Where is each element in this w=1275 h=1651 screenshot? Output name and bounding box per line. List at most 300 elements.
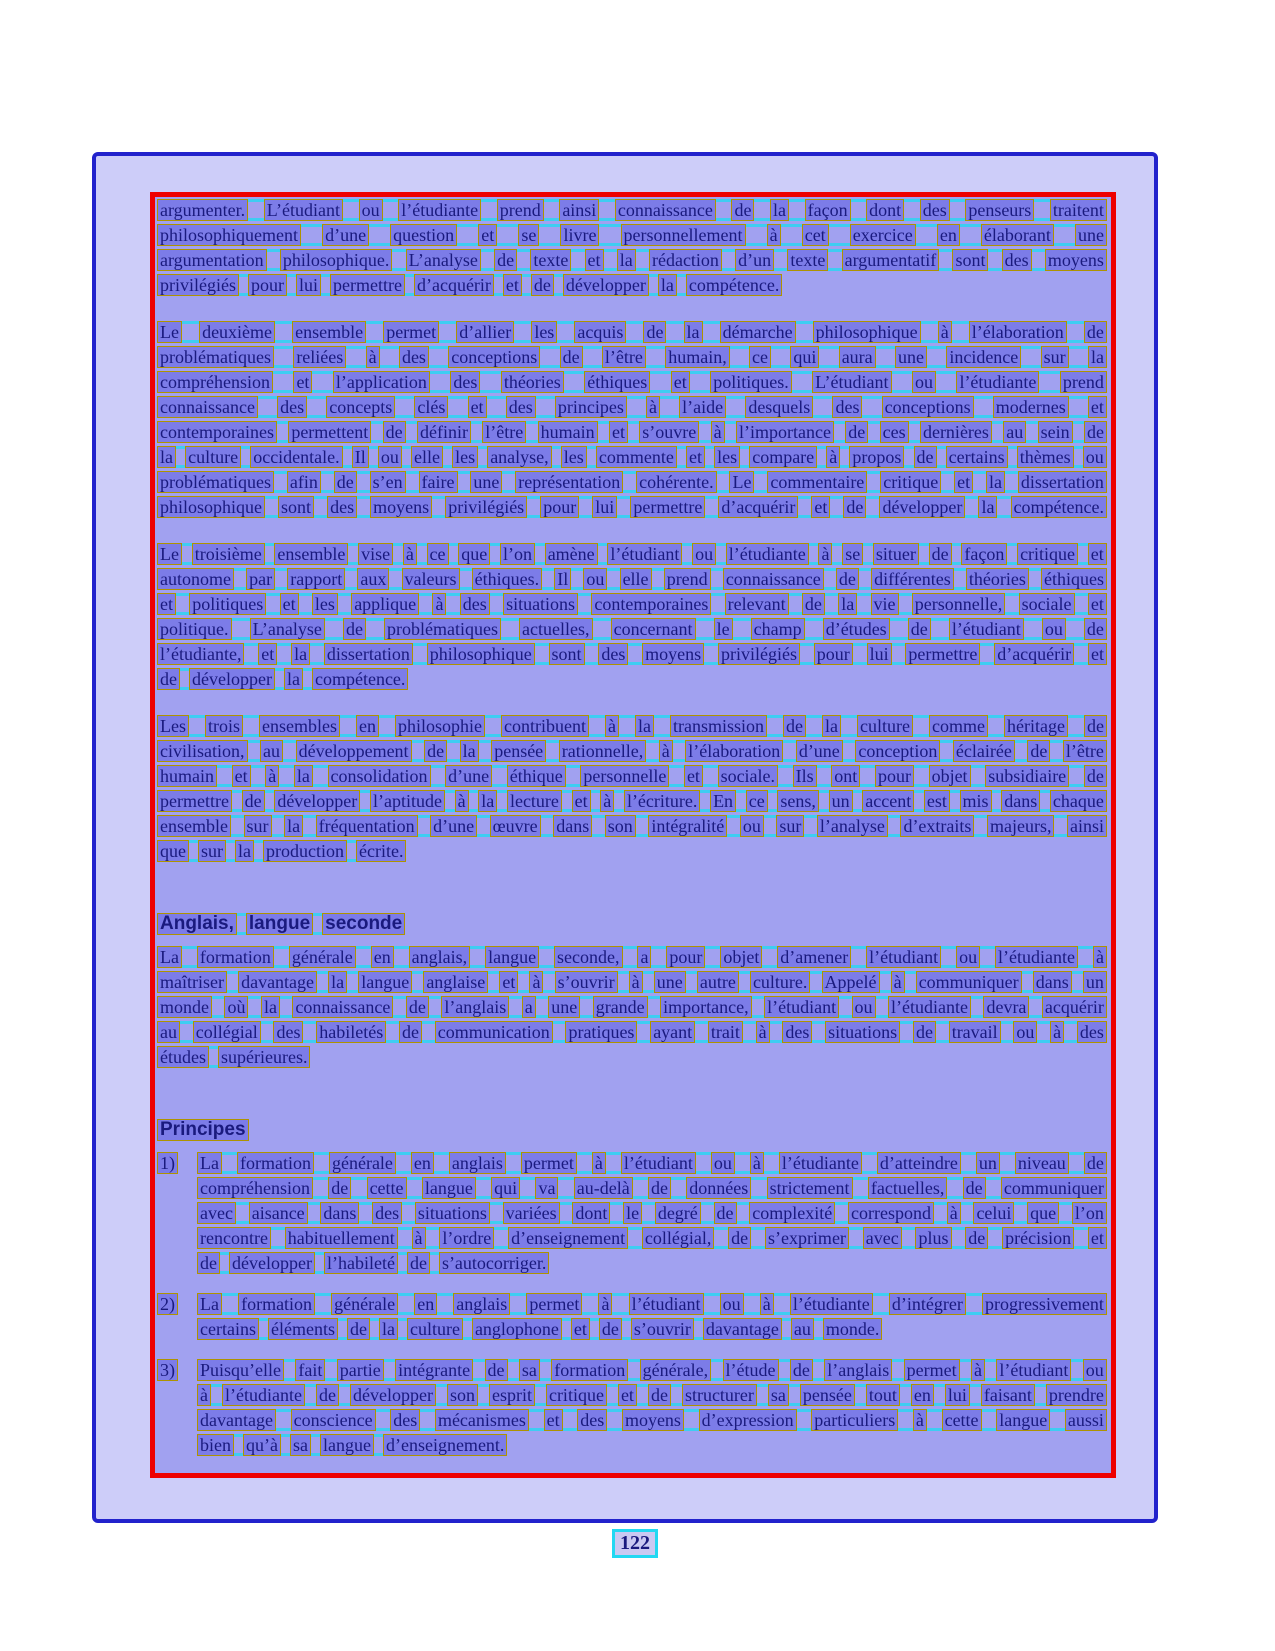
text-line [197,1293,1107,1315]
word-box: études [157,1046,209,1068]
word-box: Anglais, [157,913,237,935]
word-box: à [646,396,660,418]
word-box: supérieures. [218,1046,310,1068]
word-box: habiletés [316,1021,386,1043]
word-box: s’ouvrir [631,1318,694,1340]
word-box: d’amener [777,946,851,968]
paragraph [157,946,1107,1071]
word-box: et [1088,593,1107,615]
word-box: compare [749,446,817,468]
text-line [157,815,1107,837]
word-box: consolidation [328,765,431,787]
word-box: ainsi [1067,815,1107,837]
word-box: occidentale. [250,446,342,468]
paragraph [157,321,1107,521]
word-box: l’étudiante [956,371,1039,393]
word-box: culture [185,446,241,468]
word-box: façon [805,199,851,221]
word-box: argumenter. [157,199,248,221]
word-box: subsidiaire [985,765,1069,787]
word-box: des [460,593,490,615]
word-box: analyse, [487,446,551,468]
word-box: son [605,815,636,837]
word-box: d’enseignement [508,1227,628,1249]
word-box: l’anglais [441,996,509,1018]
word-box: problématiques [157,346,274,368]
word-box: est [924,790,950,812]
word-box: la [658,274,677,296]
word-box: personnelle, [912,593,1005,615]
word-box: de [399,1021,422,1043]
word-box: et [544,1409,563,1431]
word-box: l’être [482,421,526,443]
word-box: éclairée [953,740,1015,762]
word-box: l’application [333,371,430,393]
word-box: en [411,1152,434,1174]
word-box: théories [501,371,564,393]
word-box: de [1084,765,1107,787]
word-box: de [424,740,447,762]
word-box: par [246,568,275,590]
word-box: pour [248,274,287,296]
word-box: privilégiés [445,496,527,518]
word-box: l’aptitude [370,790,445,812]
word-box: qui [790,346,819,368]
text-line [197,1252,549,1274]
word-box: question [390,224,457,246]
word-box: pour [666,946,705,968]
word-box: et [954,471,973,493]
word-box: ou [912,371,936,393]
word-box: l’habileté [324,1252,398,1274]
word-box: connaissance [157,396,258,418]
text-line [197,1384,1107,1406]
word-box: bien [197,1434,234,1456]
word-box: culture [407,1318,463,1340]
word-box: plus [915,1227,951,1249]
word-box: autonome [157,568,234,590]
text-line [157,643,1107,665]
word-box: ensemble [157,815,231,837]
text-line [157,593,1107,615]
word-box: Le [157,321,182,343]
word-box: va [535,1177,558,1199]
word-box: communiquer [1001,1177,1107,1199]
word-box: davantage [197,1409,276,1431]
word-box: principes [555,396,627,418]
word-box: ce [427,543,449,565]
word-box: des [920,199,950,221]
word-box: la [291,643,310,665]
word-box: sein [1038,421,1073,443]
word-box: anglaise [423,971,488,993]
word-box: champ [751,618,805,640]
text-line [197,1227,1107,1249]
text-line [157,913,405,935]
word-box: a [637,946,651,968]
word-box: de [802,593,825,615]
word-box: des [577,1409,607,1431]
word-box: l’étudiante [888,996,971,1018]
word-box: des [1002,249,1032,271]
word-box: et [571,1318,590,1340]
word-box: trois [205,715,243,737]
text-line [157,971,1107,993]
text-line [157,396,1107,418]
word-box: à [1093,946,1107,968]
word-box: cet [802,224,829,246]
word-box: pour [540,496,579,518]
text-line [157,765,1107,787]
word-box: l’élaboration [969,321,1067,343]
word-box: l’on [500,543,535,565]
word-box: de [643,321,666,343]
word-box: des [399,346,429,368]
word-box: de [197,1252,220,1274]
word-box: aisance [249,1202,308,1224]
word-box: formation [238,1293,315,1315]
word-box: niveau [1015,1152,1069,1174]
word-box: L’étudiant [264,199,343,221]
word-box: à [629,971,643,993]
word-box: aux [357,568,389,590]
word-box: pour [814,643,853,665]
word-box: aussi [1065,1409,1107,1431]
word-box: compétence. [1011,496,1107,518]
word-box: théories [966,568,1029,590]
word-box: développer [563,274,649,296]
paragraph [157,543,1107,693]
word-box: sur [244,815,272,837]
word-box: Principes [157,1119,249,1141]
word-box: partie [337,1359,384,1381]
word-box: culture [857,715,913,737]
word-box: contemporaines [591,593,711,615]
word-box: conceptions [448,346,540,368]
word-box: ou [711,1152,735,1174]
word-box: des [277,396,307,418]
word-box: la [635,715,654,737]
word-box: propos [849,446,904,468]
word-box: langue [996,1409,1050,1431]
word-box: la [460,740,479,762]
word-box: deuxième [199,321,275,343]
text-line [157,274,782,296]
word-box: et [1088,1227,1107,1249]
word-box: en [937,224,960,246]
word-box: à [760,1293,774,1315]
word-box: exercice [850,224,916,246]
word-box: de [407,1252,430,1274]
text-line [157,946,1107,968]
word-box: argumentatif [842,249,940,271]
word-box: prendre [1046,1384,1107,1406]
word-box: ensembles [259,715,340,737]
word-box: à [529,971,543,993]
text-line [157,1046,310,1068]
word-box: mis [960,790,992,812]
word-box: à [891,971,905,993]
word-box: l’on [1072,1202,1107,1224]
word-box: connaissance [723,568,824,590]
word-box: reliées [293,346,346,368]
word-box: lecture [507,790,562,812]
word-box: à [592,1152,606,1174]
word-box: philosophique. [280,249,393,271]
word-box: à [750,1152,764,1174]
text-line [157,568,1107,590]
word-box: particuliers [811,1409,898,1431]
word-box: ensemble [274,543,348,565]
word-box: l’étudiante, [157,643,244,665]
word-box: qui [491,1177,520,1199]
text-line [157,496,1107,518]
word-box: ou [720,1293,744,1315]
word-box: Le [729,471,754,493]
word-box: et [157,593,176,615]
word-box: d’enseignement. [383,1434,507,1456]
word-box: critique [1017,543,1078,565]
word-box: de [783,715,806,737]
word-box: rédaction [649,249,722,271]
word-box: conception [855,740,940,762]
word-box: desquels [745,396,813,418]
word-box: de [1084,421,1107,443]
word-box: à [767,224,781,246]
word-box: l’étudiante [995,946,1078,968]
word-box: cette [942,1409,982,1431]
word-box: d’extraits [900,815,974,837]
word-box: langue [358,971,412,993]
word-box: production [263,840,347,862]
word-box: générale [289,946,356,968]
word-box: et [684,765,703,787]
word-box: anglais, [409,946,471,968]
word-box: chaque [1050,790,1107,812]
word-box: de [728,1227,751,1249]
word-box: et [1088,543,1107,565]
numbered-item [157,1152,1107,1277]
word-box: permettre [630,496,705,518]
paragraph [157,715,1107,865]
word-box: devra [983,996,1029,1018]
page-number: 122 [620,1532,650,1554]
word-box: importance, [660,996,751,1018]
word-box: intégrante [395,1359,473,1381]
text-line [157,421,1107,443]
word-box: un [976,1152,1000,1174]
word-box: dissertation [324,643,413,665]
word-box: à [826,446,840,468]
word-box: générale [329,1152,396,1174]
word-box: privilégiés [157,274,239,296]
word-box: une [895,346,927,368]
word-box: développer [350,1384,436,1406]
word-box: langue [422,1177,476,1199]
word-box: sont [278,496,314,518]
word-box: le [714,618,733,640]
word-box: l’être [602,346,646,368]
word-box: fréquentation [316,815,418,837]
word-box: pratiques [565,1021,637,1043]
word-box: éthiques. [472,568,543,590]
word-box: politiques [189,593,266,615]
word-box: données [686,1177,751,1199]
word-box: et [232,765,251,787]
word-box: à [971,1359,985,1381]
word-box: ou [692,543,716,565]
word-box: philosophiquement [157,224,301,246]
page-number-badge [612,1529,658,1558]
text-line [197,1409,1107,1431]
word-box: ou [956,946,980,968]
word-box: avec [863,1227,902,1249]
word-box: l’anglais [824,1359,892,1381]
word-box: d’expression [699,1409,797,1431]
word-box: vie [871,593,899,615]
word-box: en [371,946,394,968]
word-box: l’étudiant [996,1359,1071,1381]
word-box: de [648,1177,671,1199]
word-box: dernières [920,421,992,443]
word-box: développer [879,496,965,518]
word-box: de [1084,618,1107,640]
word-box: l’étudiante [222,1384,305,1406]
word-box: avec [197,1202,236,1224]
word-box: au [1003,421,1026,443]
word-box: les [452,446,478,468]
word-box: sur [1041,346,1069,368]
numbered-item [157,1359,1107,1459]
word-box: ou [359,199,383,221]
word-box: clés [414,396,448,418]
word-box: situations [415,1202,490,1224]
text-line [197,1318,882,1340]
word-box: a [522,996,536,1018]
word-box: des [390,1409,420,1431]
text-line [157,618,1107,640]
word-box: permettre [330,274,405,296]
word-box: de [242,790,265,812]
paragraph [157,199,1107,299]
word-box: situations [503,593,578,615]
word-box: pour [875,765,914,787]
word-box: à [818,543,832,565]
word-box: Les [157,715,189,737]
word-box: Le [157,543,182,565]
word-box: l’étudiante [779,1152,862,1174]
text-line [157,471,1107,493]
word-box: compétence. [686,274,782,296]
word-box: élaborant [981,224,1054,246]
word-box: de [1084,321,1107,343]
word-box: de [157,668,180,690]
word-box: l’étudiante [398,199,481,221]
word-box: d’une [322,224,369,246]
word-box: monde. [823,1318,883,1340]
word-box: représentation [515,471,623,493]
word-box: de [908,618,931,640]
word-box: La [197,1293,222,1315]
word-box: privilégiés [718,643,800,665]
word-box: collégial [193,1021,261,1043]
word-box: d’une [445,765,492,787]
word-box: tout [866,1384,900,1406]
word-box: personnellement [621,224,746,246]
word-box: monde [157,996,212,1018]
word-box: et [1088,643,1107,665]
text-line [157,790,1107,812]
word-box: esprit [489,1384,535,1406]
word-box: formation [237,1152,314,1174]
word-box: ou [852,996,876,1018]
section-heading [157,1119,1107,1144]
word-box: ou [1042,618,1066,640]
word-box: la [157,446,176,468]
word-box: et [258,643,277,665]
word-box: dans [1033,971,1072,993]
word-box: certains [946,446,1008,468]
word-box: sur [198,840,226,862]
word-box: ou [378,446,402,468]
word-box: seconde [322,913,405,935]
word-box: la [822,715,841,737]
word-box: les [561,446,587,468]
word-box: celui [973,1202,1014,1224]
word-box: rationnelle, [559,740,646,762]
word-box: texte [787,249,828,271]
word-box: éthique [507,765,566,787]
word-box: se [518,224,539,246]
word-box: humain, [665,346,730,368]
word-box: politiques. [710,371,792,393]
word-box: et [499,971,518,993]
word-box: héritage [1004,715,1068,737]
text-line [157,1021,1107,1043]
word-box: d’acquérir [994,643,1074,665]
text-line [157,321,1107,343]
word-box: conceptions [882,396,974,418]
word-box: permettent [288,421,371,443]
word-box: de [1084,1152,1107,1174]
word-box: L’analyse [250,618,325,640]
word-box: des [450,371,480,393]
word-box: un [1083,971,1107,993]
word-box: sociale. [718,765,778,787]
word-box: variées [503,1202,560,1224]
word-box: au [260,740,283,762]
word-box: L’étudiant [812,371,891,393]
word-box: de [494,249,517,271]
word-box: de [1027,740,1050,762]
word-box: sa [768,1384,789,1406]
word-box: ou [740,815,764,837]
word-box: comme [929,715,988,737]
word-box: philosophie [395,715,485,737]
word-box: à [659,740,673,762]
word-box: la [284,668,303,690]
word-box: et [1088,396,1107,418]
word-box: L’analyse [406,249,481,271]
word-box: de [334,471,357,493]
word-box: des [832,396,862,418]
word-box: rapport [287,568,345,590]
word-box: à [600,790,614,812]
word-box: dissertation [1018,471,1107,493]
text-line [157,224,1107,246]
word-box: s’ouvrir [555,971,618,993]
word-box: de [731,199,754,221]
